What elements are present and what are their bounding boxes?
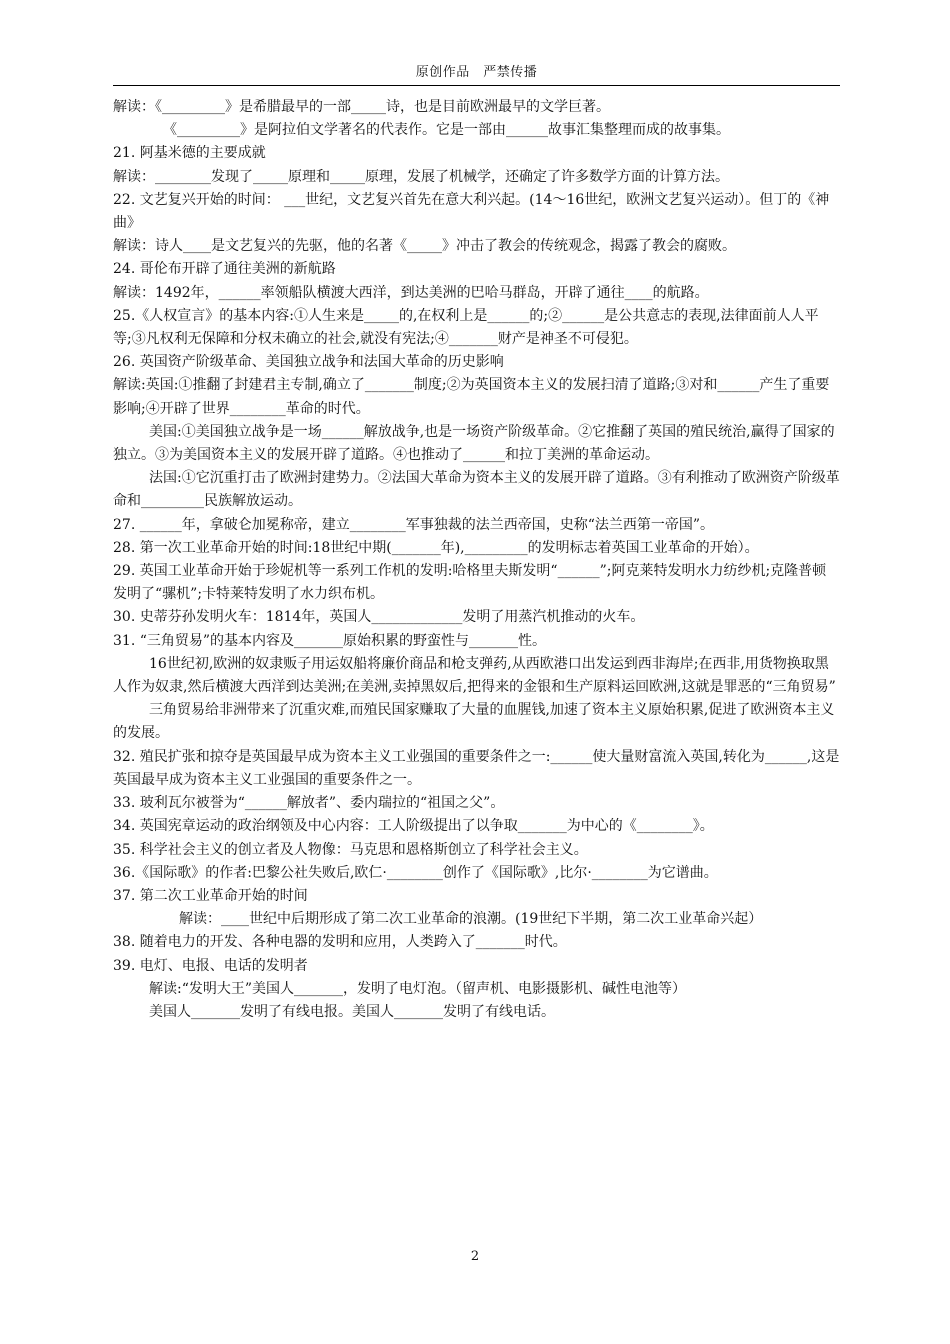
- text-line: 《_________》是阿拉伯文学著名的代表作。它是一部由______故事汇集整理而成的故事集。: [163, 122, 730, 139]
- text-line: 解读:英国:①推翻了封建君主专制,确立了_______制度;②为英国资本主义的发展扫清了道路;③对和______产生了重要影响;④开辟了世界________革命的时代。: [113, 377, 830, 417]
- text-line: 解读：《_________》是希腊最早的一部_____诗，也是目前欧洲最早的文学巨著。: [113, 99, 610, 115]
- text-line: 31. “三角贸易”的基本内容及_______原始积累的野蛮性与_______性。: [113, 632, 547, 649]
- text-line: 39. 电灯、电报、电话的发明者: [113, 957, 308, 974]
- text-line: 22. 文艺复兴开始的时间： ___世纪，文艺复兴首先在意大利兴起。(14～16世纪，欧洲文艺复兴运动）。但丁的《神曲》: [113, 191, 830, 232]
- text-line: 解读:“发明大王”美国人_______，发明了电灯泡。（留声机、电影摄影机、碱性电池等）: [149, 980, 687, 997]
- text-line: 38. 随着电力的开发、各种电器的发明和应用，人类跨入了_______时代。: [113, 934, 567, 951]
- text-line: 解读：________发现了_____原理和_____原理，发展了机械学，还确定了许多数学方面的计算方法。: [113, 168, 729, 185]
- text-line: 美国人_______发明了有线电报。美国人_______发明了有线电话。: [149, 1003, 555, 1020]
- text-line: 27. ______年，拿破仑加冕称帝，建立________军事独裁的法兰西帝国，史称“法兰西第一帝国”。: [113, 516, 715, 533]
- page-number: 2: [470, 1249, 480, 1264]
- text-line: 解读：____世纪中后期形成了第二次工业革命的浪潮。(19世纪下半期，第二次工业革命兴起）: [179, 911, 763, 928]
- text-line: 25.《人权宣言》的基本内容:①人生来是_____的,在权利上是______的;②______是公共意志的表现,法律面前人人平等;③凡权利无保障和分权未确立的社会,就没有宪法;④_______财产是神圣不可侵犯。: [113, 307, 819, 348]
- text-line: 26. 英国资产阶级革命、美国独立战争和法国大革命的历史影响: [113, 354, 504, 371]
- text-line: 30. 史蒂芬孙发明火车：1814年，英国人_____________发明了用蒸汽机推动的火车。: [113, 609, 645, 626]
- text-line: 35. 科学社会主义的创立者及人物像：马克思和恩格斯创立了科学社会主义。: [113, 841, 588, 858]
- text-line: 34. 英国宪章运动的政治纲领及中心内容：工人阶级提出了以争取_______为中心的《________》。: [113, 818, 714, 835]
- text-line: 解读：1492年，______率领船队横渡大西洋，到达美洲的巴哈马群岛，开辟了通往____的航路。: [113, 284, 709, 301]
- text-line: 32. 殖民扩张和掠夺是英国最早成为资本主义工业强国的重要条件之一:______使大量财富流入英国,转化为______,这是英国最早成为资本主义工业强国的重要条件之一。: [113, 748, 840, 788]
- text-line: 24. 哥伦布开辟了通往美洲的新航路: [113, 261, 336, 278]
- text-line: 16世纪初,欧洲的奴隶贩子用运奴船将廉价商品和枪支弹药,从西欧港口出发运到西非海岸;在西非,用货物换取黑人作为奴隶,然后横渡大西洋到达美洲;在美洲,卖掉黑奴后,把得来的金银和生产原料运回欧洲,这就是罪恶的“三角贸易”: [113, 655, 836, 696]
- header-rule: [113, 85, 840, 86]
- text-line: 29. 英国工业革命开始于珍妮机等一系列工作机的发明:哈格里夫斯发明“______”;阿克莱特发明水力纺纱机;克隆普顿发明了“骡机”;卡特莱特发明了水力织布机。: [113, 563, 827, 603]
- text-line: 36.《国际歌》的作者:巴黎公社失败后,欧仁·________创作了《国际歌》,比尔·________为它谱曲。: [113, 864, 718, 881]
- text-line: 三角贸易给非洲带来了沉重灾难,而殖民国家赚取了大量的血腥钱,加速了资本主义原始积累,促进了欧洲资本主义的发展。: [113, 702, 835, 742]
- text-line: 33. 玻利瓦尔被誉为“______解放者”、委内瑞拉的“祖国之父”。: [113, 795, 505, 812]
- text-line: 21. 阿基米德的主要成就: [113, 145, 266, 162]
- text-line: 法国:①它沉重打击了欧洲封建势力。②法国大革命为资本主义的发展开辟了道路。③有利推动了欧洲资产阶级革命和_________民族解放运动。: [113, 470, 840, 510]
- text-line: 37. 第二次工业革命开始的时间: [113, 887, 308, 904]
- text-line: 美国:①美国独立战争是一场______解放战争,也是一场资产阶级革命。②它推翻了英国的殖民统治,赢得了国家的独立。③为美国资本主义的发展开辟了道路。④也推动了______和拉丁美洲的革命运动。: [113, 423, 835, 464]
- page-header: 原创作品 严禁传播: [415, 65, 538, 80]
- document-body: [113, 96, 840, 1024]
- text-line: 解读：诗人____是文艺复兴的先驱，他的名著《_____》冲击了教会的传统观念，揭露了教会的腐败。: [113, 238, 736, 255]
- text-line: 28. 第一次工业革命开始的时间:18世纪中期(_______年),_________的发明标志着英国工业革命的开始）。: [113, 539, 759, 556]
